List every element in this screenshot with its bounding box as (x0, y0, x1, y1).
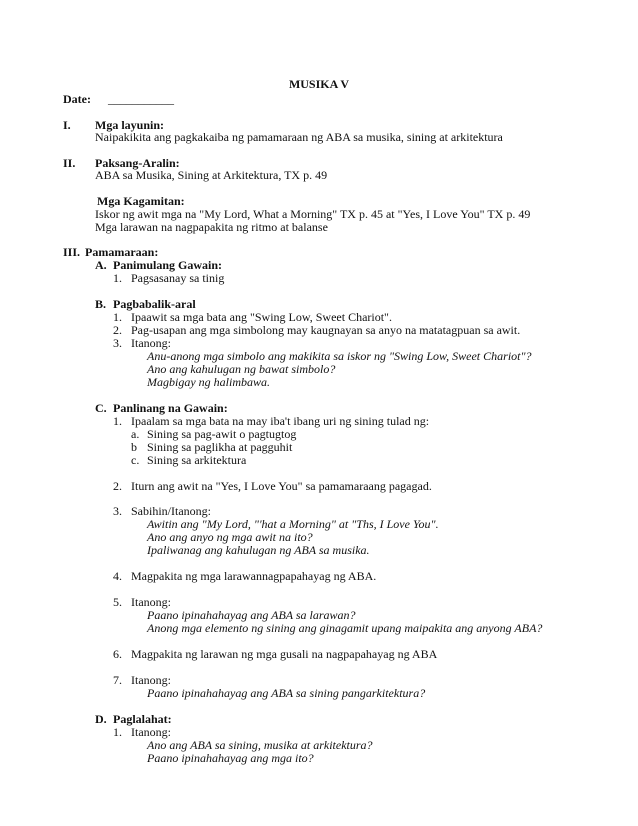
section-2-text: ABA sa Musika, Sining at Arkitektura, TX p. 49 (95, 168, 328, 182)
subsection-a-letter: A. (95, 258, 107, 272)
list-item: Sabihin/Itanong: (131, 504, 211, 518)
question-line: Ano ang ABA sa sining, musika at arkitektura? (147, 738, 373, 752)
question-line: Ano ang anyo ng mga awit na ito? (147, 530, 313, 544)
list-item: Ipaawit sa mga bata ang "Swing Low, Sweet Chariot". (131, 310, 392, 324)
subsection-d-heading: Paglalahat: (113, 712, 172, 726)
list-item-number: 4. (113, 569, 122, 583)
subsection-b-letter: B. (95, 297, 107, 311)
subsection-a-heading: Panimulang Gawain: (113, 258, 223, 272)
subsection-c-heading: Panlinang na Gawain: (113, 401, 228, 415)
question-line: Magbigay ng halimbawa. (147, 375, 270, 389)
list-item-number: 1. (113, 414, 122, 428)
list-item: Ipaalam sa mga bata na may iba't ibang uri ng sining tulad ng: (131, 414, 430, 428)
section-3-heading: Pamamaraan: (85, 245, 159, 259)
kagamitan-line-2: Mga larawan na nagpapakita ng ritmo at balanse (95, 220, 328, 234)
list-item: Itanong: (131, 673, 171, 687)
list-item-number: 1. (113, 725, 122, 739)
section-3-number: III. (63, 245, 81, 259)
list-item: Iturn ang awit na "Yes, I Love You" sa pamamaraang pagagad. (131, 479, 432, 493)
subsection-c-letter: C. (95, 401, 107, 415)
subsection-b-heading: Pagbabalik-aral (113, 297, 196, 311)
document-title: MUSIKA V (288, 77, 350, 91)
list-item-number: 7. (113, 673, 122, 687)
list-item: Itanong: (131, 336, 171, 350)
kagamitan-heading: Mga Kagamitan: (97, 194, 185, 208)
question-line: Ano ang kahulugan ng bawat simbolo? (147, 362, 336, 376)
sub-item: Sining sa pag-awit o pagtugtog (147, 427, 297, 441)
list-item: Itanong: (131, 725, 171, 739)
section-2-heading: Paksang-Aralin: (95, 156, 180, 170)
list-item: Pag-usapan ang mga simbolong may kaugnayan sa anyo na matatagpuan sa awit. (131, 323, 521, 337)
date-label: Date: (63, 92, 91, 106)
question-line: Anong mga elemento ng sining ang ginagamit upang maipakita ang anyong ABA? (147, 621, 543, 635)
list-item-number: 3. (113, 336, 122, 350)
list-item-number: 1. (113, 310, 122, 324)
list-item: Magpakita ng larawan ng mga gusali na nagpapahayag ng ABA (131, 647, 438, 661)
list-item-number: 1. (113, 271, 122, 285)
list-item-number: 5. (113, 595, 122, 609)
sub-item: Sining sa paglikha at pagguhit (147, 440, 293, 454)
list-item-number: 6. (113, 647, 122, 661)
question-line: Paano ipinahahayag ang ABA sa larawan? (147, 608, 356, 622)
list-item: Itanong: (131, 595, 171, 609)
list-item: Pagsasanay sa tinig (131, 271, 225, 285)
sub-item: Sining sa arkitektura (147, 453, 247, 467)
section-1-text: Naipakikita ang pagkakaiba ng pamamaraan ng ABA sa musika, sining at arkitektura (95, 130, 503, 144)
date-blank: ___________ (108, 92, 174, 106)
question-line: Anu-anong mga simbolo ang makikita sa iskor ng "Swing Low, Sweet Chariot"? (147, 349, 532, 363)
section-1-number: I. (63, 118, 71, 132)
kagamitan-line-1: Iskor ng awit mga na "My Lord, What a Morning" TX p. 45 at "Yes, I Love You" TX p. 49 (95, 207, 531, 221)
list-item: Magpakita ng mga larawannagpapahayag ng ABA. (131, 569, 377, 583)
subsection-d-letter: D. (95, 712, 107, 726)
section-1-heading: Mga layunin: (95, 118, 165, 132)
question-line: Ipaliwanag ang kahulugan ng ABA sa musika. (147, 543, 370, 557)
question-line: Awitin ang "My Lord, "'hat a Morning" at "Ths, I Love You". (147, 517, 439, 531)
question-line: Paano ipinahahayag ang mga ito? (147, 751, 314, 765)
sub-item-letter: a. (131, 427, 140, 441)
section-2-number: II. (63, 156, 76, 170)
list-item-number: 2. (113, 479, 122, 493)
list-item-number: 2. (113, 323, 122, 337)
question-line: Paano ipinahahayag ang ABA sa sining pangarkitektura? (147, 686, 426, 700)
sub-item-letter: b (131, 440, 137, 454)
sub-item-letter: c. (131, 453, 140, 467)
list-item-number: 3. (113, 504, 122, 518)
